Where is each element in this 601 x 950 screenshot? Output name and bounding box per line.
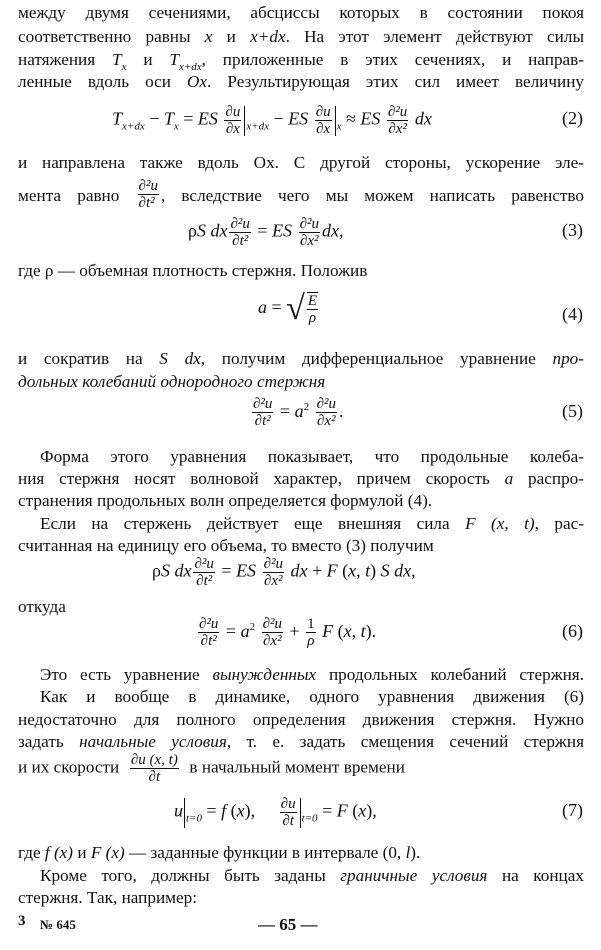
text-line: ния стержня носят волновой характер, причем скорость a распро- bbox=[18, 469, 584, 488]
equation-4: a = √ $\frac{E}{\rho}$ bbox=[258, 290, 317, 327]
equation-7: u $_{t=0}$ = f (x), $\frac{\partial u}{\partial t}$ $_{t=0}$ = F (x), bbox=[174, 796, 377, 829]
text-line: Это есть уравнение вынужденных продольных колебаний стержня. bbox=[40, 665, 584, 684]
text-line: и их скорости $\frac{\partial u (x, t)}{\partial t}$ в начальный момент времени bbox=[18, 752, 405, 785]
equation-number: (3) bbox=[562, 220, 583, 240]
text-line: задать начальные условия, т. е. задать смещения сечений стержня bbox=[18, 732, 584, 751]
equation-6: $\frac{\text{∂²u}}{\text{∂t²}}$ = $a^2$ $\frac{\text{∂²u}}{\text{∂x²}}$ + $\frac{1}{\rho}$ F (x, t). bbox=[199, 616, 377, 650]
print-order-number: № 645 bbox=[40, 917, 76, 932]
text-line: где ρ — объемная плотность стержня. Положив bbox=[18, 261, 368, 280]
equation-2: $T_{x+dx} - T_x$ = ES $\frac{\partial u}{\partial x}$ $_{x+dx}$ − ES $\frac{\partial u}{\partial x}$ $_x$ ≈ ES $\frac{\text{∂²u}}{\text{∂x²}}$ dx bbox=[112, 104, 432, 137]
equation-number: (2) bbox=[562, 108, 583, 128]
text-line: мента равно $\frac{\text{∂²u}}{\text{∂t²}}$ , вследствие чего мы можем написать равенство bbox=[18, 178, 584, 211]
text-line: Кроме того, должны быть заданы граничные условия на концах bbox=[40, 866, 584, 885]
text-line: недостаточно для полного определения движения стержня. Нужно bbox=[18, 710, 584, 729]
equation-3: ρS dx $\frac{\text{∂²u}}{\text{∂t²}}$ = ES $\frac{\text{∂²u}}{\text{∂x²}}$ dx, bbox=[188, 216, 344, 249]
text-line: ленные вдоль оси Ox. Результирующая этих сил имеет величину bbox=[18, 72, 584, 91]
text-line: и сократив на S dx, получим дифференциальное уравнение про- bbox=[18, 349, 584, 368]
text-line: где f (x) и F (x) — заданные функции в интервале (0, l). bbox=[18, 843, 421, 862]
text-line: Форма этого уравнения показывает, что продольные колеба- bbox=[40, 447, 584, 466]
text-line: Если на стержень действует еще внешняя сила F (x, t), рас- bbox=[40, 514, 584, 533]
text-line: и направлена также вдоль Ox. С другой стороны, ускорение эле- bbox=[18, 153, 584, 172]
text-line: считанная на единицу его объема, то вместо (3) получим bbox=[18, 536, 434, 555]
signature-mark: 3 bbox=[18, 913, 26, 929]
equation-number: (6) bbox=[562, 621, 583, 641]
text-line: натяжения $T_x$ и $T_{x+dx}$, приложенные в этих сечениях, и направ- bbox=[18, 50, 585, 73]
text-line: Как и вообще в динамике, одного уравнения движения (6) bbox=[40, 687, 584, 706]
text-line: соответственно равны x и x+dx. На этот элемент действуют силы bbox=[18, 27, 584, 46]
text-line: откуда bbox=[18, 597, 66, 616]
equation-5: $\frac{\text{∂²u}}{\text{∂t²}}$ = $a^2$ $\frac{\text{∂²u}}{\text{∂x²}}$ . bbox=[253, 396, 344, 430]
equation-number: (4) bbox=[562, 304, 583, 324]
text-line: дольных колебаний однородного стержня bbox=[18, 372, 326, 391]
text-line: между двумя сечениями, абсциссы которых в состоянии покоя bbox=[18, 3, 584, 22]
equation-number: (5) bbox=[562, 401, 583, 421]
page-number: — 65 — bbox=[258, 915, 318, 934]
equation-number: (7) bbox=[562, 800, 583, 820]
text-line: странения продольных волн определяется формулой (4). bbox=[18, 491, 433, 510]
equation-forced: ρS dx $\frac{\text{∂²u}}{\text{∂t²}}$ = ES $\frac{\text{∂²u}}{\text{∂x²}}$ dx + F (x, t) S dx, bbox=[152, 556, 416, 589]
text-line: стержня. Так, например: bbox=[18, 888, 198, 907]
